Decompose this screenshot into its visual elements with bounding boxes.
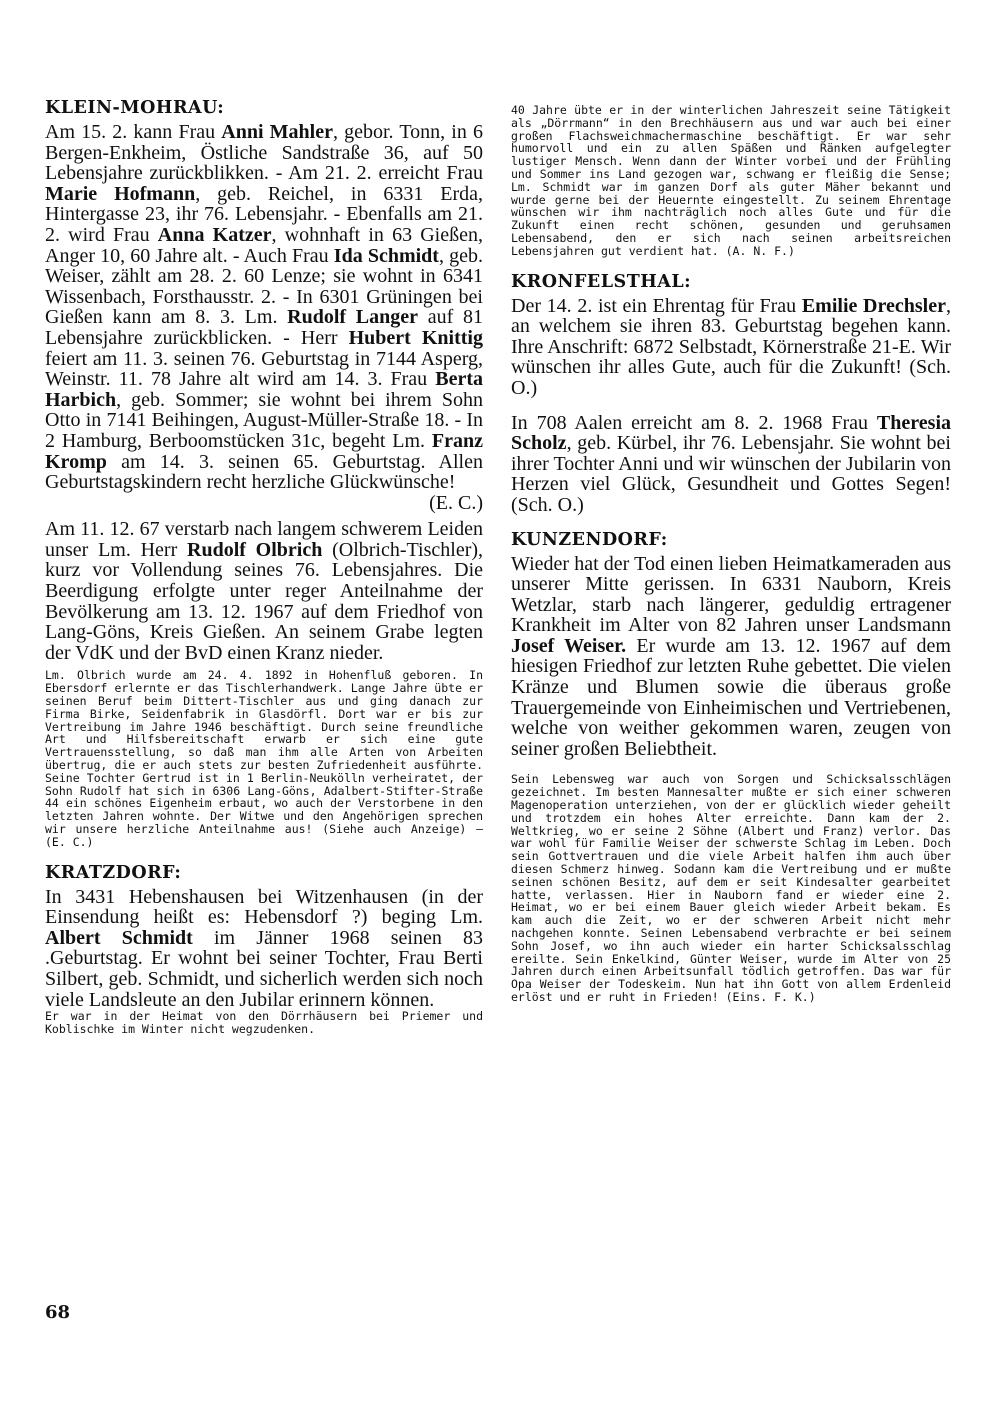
kronfelsthal-scholz: In 708 Aalen erreicht am 8. 2. 1968 Frau Theresia Scholz, geb. Kürbel, ihr 76. Lebensjahr. Sie wohnt bei ihrer Tochter Anni und wir wünschen der Jubilarin von Herzen viel Glück, Gesundheit und Gottes Segen! (Sch. O.) (511, 411, 951, 516)
right-column (511, 104, 951, 1004)
signature: (E. C.) (429, 491, 483, 514)
heading-kunzendorf: KUNZENDORF: (511, 529, 668, 550)
name-bold: Berta Harbich (45, 368, 483, 411)
name-bold: Anni Mahler (221, 121, 333, 143)
klein-mohrau-obituary: Am 11. 12. 67 verstarb nach langem schwerem Leiden unser Lm. Herr Rudolf Olbrich (Olbrich-Tischler), kurz vor Vollendung seines 76. Lebensjahres. Die Beerdigung erfolgte unter reger Anteilnahme der Bevölkerung am 13. 12. 1967 auf dem Friedhof von Lang-Göns, Kreis Gießen. An seinem Grabe legten der VdK und der BvD einen Kranz nieder. (45, 518, 484, 664)
name-bold: Marie Hofmann (45, 182, 196, 205)
kronfelsthal-drechsler: Der 14. 2. ist ein Ehrentag für Frau Emilie Drechsler, an welchem sie ihren 83. Geburtstag begehen kann. Ihre Anschrift: 6872 Selbstadt, Körnerstraße 21-E. Wir wünschen ihr alles Gute, auch für die Zukunft! (Sch. O.) (511, 294, 951, 399)
heading-kronfelsthal: KRONFELSTHAL: (511, 271, 692, 292)
name-bold: Josef Weiser. (511, 634, 627, 657)
kratzdorf-birthday-detail: Er war in der Heimat von den Dörrhäusern bei Priemer und Koblischke im Winter nicht wegzudenken. (45, 1009, 483, 1036)
kunzendorf-obituary: Wieder hat der Tod einen lieben Heimatkameraden aus unserer Mitte gerissen. In 6331 Nauborn, Kreis Wetzlar, starb nach längerer, geduldig ertragener Krankheit im Alter von 82 Jahren unser Landsmann Josef Weiser. Er wurde am 13. 12. 1967 auf dem hiesigen Friedhof zur letzten Ruhe gebettet. Die vielen Kränze und Blumen sowie die überaus große Trauergemeinde von Einheimischen und Vertriebenen, welche von weither gekommen waren, zeugen von seiner großen Beliebtheit. (511, 552, 951, 760)
klein-mohrau-obituary-detail: Lm. Olbrich wurde am 24. 4. 1892 in Hohenfluß geboren. In Ebersdorf erlernte er das Tischlerhandwerk. Lange Jahre übte er seinen Beruf beim Dittert-Tischler aus und ging danach zur Firma Birke, Seidenfabrik in Glasdörfl. Dort war er bis zur Vertreibung im Jahre 1946 beschäftigt. Durch seine freundliche Art und Hilfsbereitschaft erwarb er sich eine gute Vertrauensstellung, so daß man ihm alle Arten von Arbeiten übertrug, die er auch stets zur besten Zufriedenheit ausführte. Seine Tochter Gertrud ist in 1 Berlin-Neukölln verheiratet, der Sohn Rudolf hat sich in 6306 Lang-Göns, Adalbert-Stifter-Straße 44 ein schönes Eigenheim erbaut, wo auch der Verstorbene in den letzten Jahren wohnte. Der Witwe und den Angehörigen sprechen wir unsere herzliche Anteilnahme aus! (Siehe auch Anzeige) — (E. C.) (45, 668, 483, 849)
kunzendorf-obituary-detail: Sein Lebensweg war auch von Sorgen und Schicksalsschlägen gezeichnet. Im besten Mannesalter mußte er sich einer schweren Magenoperation unterziehen, von der er glücklich wieder geheilt und trotzdem ein hohes Alter erreichte. Dann kam der 2. Weltkrieg, wo er seine 2 Söhne (Albert und Franz) verlor. Das war wohl für Familie Weiser der schwerste Schlag im Leben. Doch sein Gottvertrauen und die viele Arbeit halfen ihm auch über diesen Schmerz hinweg. Sodann kam die Vertreibung und er mußte seinen schönen Besitz, auf dem er seit Kindesalter gearbeitet hatte, verlassen. Hier in Nauborn fand er wieder eine 2. Heimat, wo er bei einem Bauer gleich wieder Arbeit bekam. Es kam auch die Zeit, wo er der schweren Arbeit nicht mehr nachgehen konnte. Seinen Lebensabend verbrachte er bei seinem Sohn Josef, wo ihn auch wieder ein harter Schicksalsschlag ereilte. Sein Enkelkind, Günter Weiser, wurde im Alter von 25 Jahren durch einen Arbeitsunfall tödlich getroffen. Das war für Opa Weiser der Todeskeim. Nun hat ihn Gott von allem Erdenleid erlöst und er ruht in Frieden! (Eins. F. K.) (511, 772, 951, 1004)
name-bold: Rudolf Olbrich (187, 538, 323, 561)
klein-mohrau-birthdays: Am 15. 2. kann Frau Anni Mahler, gebor. Tonn, in 6 Bergen-Enkheim, Östliche Sandstraße 36, auf 50 Lebensjahre zurückblikken. - Am 21. 2. erreicht Frau Marie Hofmann, geb. Reichel, in 6331 Erda, Hintergasse 23, ihr 76. Lebensjahr. - Ebenfalls am 21. 2. wird Frau Anna Katzer, wohnhaft in 63 Gießen, Anger 10, 60 Jahre alt. - Auch Frau Ida Schmidt, geb. Weiser, zählt am 28. 2. 60 Lenze; sie wohnt in 6341 Wissenbach, Forsthausstr. 2. - In 6301 Grüningen bei Gießen kann am 8. 3. Lm. Rudolf Langer auf 81 Lebensjahre zurückblicken. - Herr Hubert Knittig feiert am 11. 3. seinen 76. Geburtstag in 7144 Asperg, Weinstr. 11. 78 Jahre alt wird am 14. 3. Frau Berta Harbich, geb. Sommer; sie wohnt bei ihrem Sohn Otto in 7141 Beihingen, August-Müller-Straße 18. - In 2 Hamburg, Berboomstücken 31c, begeht Lm. Franz Kromp am 14. 3. seinen 65. Geburtstag. Allen Geburtstagskindern recht herzliche Glückwünsche! (45, 121, 483, 494)
page-number: 68 (45, 1302, 71, 1323)
kratzdorf-continuation: 40 Jahre übte er in der winterlichen Jahreszeit seine Tätigkeit als „Dörrmann“ in den Brechhäusern aus und war auch bei einer großen Flachsweichmachermaschine beschäftigt. Er war sehr humorvoll und ein zu allen Späßen und Ränken aufgelegter lustiger Mensch. Wenn dann der Winter vorbei und der Frühling und Sommer ins Land gezogen war, schwang er fleißig die Sense; Lm. Schmidt war im ganzen Dorf als guter Mäher bekannt und wurde gerne bei der Heuernte eingestellt. Zu seinem Ehrentage wünschen wir ihm nachträglich noch alles Gute und für die Zukunft einen recht schönen, gesunden und geruhsamen Lebensabend, den er sich nach seinen arbeitsreichen Lebensjahren gut verdient hat. (A. N. F.) (511, 103, 951, 258)
heading-klein-mohrau: KLEIN-MOHRAU: (45, 98, 225, 118)
kratzdorf-birthday: In 3431 Hebenshausen bei Witzenhausen (in der Einsendung heißt es: Hebensdorf ?) beging Lm. Albert Schmidt im Jänner 1968 seinen 83 .Geburtstag. Er wohnt bei seiner Tochter, Frau Berti Silbert, geb. Schmidt, und sicherlich werden sich noch viele Landsleute an den Jubilar erinnern können. (45, 885, 484, 1011)
name-bold: Theresia Scholz (511, 411, 951, 455)
name-bold: Franz Kromp (45, 429, 483, 473)
name-bold: Emilie Drechsler (801, 294, 946, 317)
name-bold: Rudolf Langer (287, 306, 419, 329)
heading-kratzdorf: KRATZDORF: (45, 862, 182, 883)
name-bold: Hubert Knittig (348, 326, 483, 349)
name-bold: Ida Schmidt (333, 244, 439, 267)
name-bold: Anna Katzer (157, 223, 272, 246)
left-column (45, 98, 483, 1036)
name-bold: Albert Schmidt (45, 926, 193, 949)
